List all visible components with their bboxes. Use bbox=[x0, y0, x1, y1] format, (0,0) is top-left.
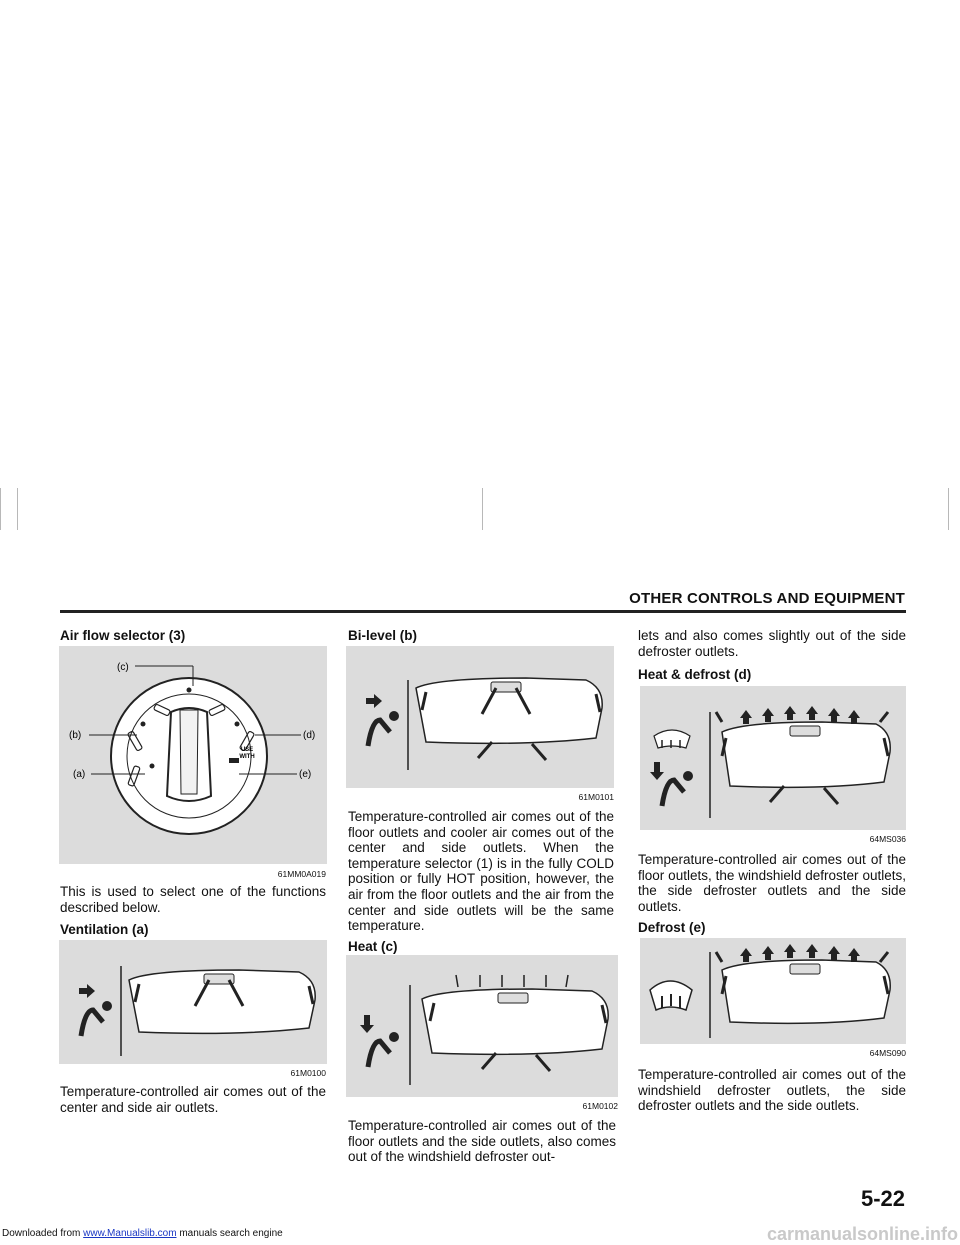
heat-defrost-description: Temperature-controlled air comes out of the floor outlets, the windshield defroster outlets, the side defroster outlets and the side outlets. bbox=[638, 852, 906, 914]
section-rule bbox=[60, 610, 906, 613]
ventilation-dashboard-diagram bbox=[59, 940, 327, 1064]
download-header bbox=[2, 1228, 283, 1239]
air-flow-heading: Air flow selector (3) bbox=[60, 628, 186, 643]
manualslib-link[interactable]: www.Manualslib.com bbox=[83, 1228, 177, 1239]
heat-dashboard-diagram bbox=[346, 955, 618, 1097]
heat-defrost-heading: Heat & defrost (d) bbox=[638, 667, 752, 682]
heat-figure-code: 61M0102 bbox=[582, 1101, 618, 1111]
heat-defrost-figure bbox=[640, 686, 906, 830]
defrost-figure-code: 64MS090 bbox=[869, 1048, 906, 1058]
ventilation-figure bbox=[59, 940, 327, 1064]
ventilation-heading: Ventilation (a) bbox=[60, 922, 149, 937]
label-c: (c) bbox=[117, 662, 129, 673]
label-b: (b) bbox=[69, 730, 82, 741]
defrost-dashboard-diagram bbox=[640, 938, 906, 1044]
defrost-heading: Defrost (e) bbox=[638, 920, 706, 935]
label-d: (d) bbox=[303, 730, 316, 741]
heat-defrost-figure-code: 64MS036 bbox=[869, 834, 906, 844]
ventilation-figure-code: 61M0100 bbox=[290, 1068, 326, 1078]
bilevel-figure bbox=[346, 646, 614, 788]
air-flow-selector-figure bbox=[59, 646, 327, 864]
crop-line-left bbox=[0, 488, 1, 530]
bilevel-figure-code: 61M0101 bbox=[578, 792, 614, 802]
bilevel-heading: Bi-level (b) bbox=[348, 628, 418, 643]
defrost-figure bbox=[640, 938, 906, 1044]
download-prefix: Downloaded from bbox=[2, 1228, 81, 1239]
ventilation-description: Temperature-controlled air comes out of the center and side air outlets. bbox=[60, 1084, 326, 1115]
air-flow-description: This is used to select one of the functions described below. bbox=[60, 884, 326, 915]
bilevel-dashboard-diagram bbox=[346, 646, 614, 788]
bilevel-description: Temperature-controlled air comes out of the floor outlets and cooler air comes out of the center and side outlets. When the temperature selector (1) is in the fully COLD position or fully HOT position, however, the air from the floor outlets and the air from the center and side outlets will be the same temperature. bbox=[348, 809, 614, 934]
heat-defrost-dashboard-diagram bbox=[640, 686, 906, 830]
defrost-description: Temperature-controlled air comes out of the windshield defroster outlets, the side defroster outlets and the side outlets. bbox=[638, 1067, 906, 1114]
figure-code: 61MM0A019 bbox=[277, 869, 326, 879]
crop-line-left-inner bbox=[17, 488, 18, 530]
heat-description-continued: lets and also comes slightly out of the side defroster outlets. bbox=[638, 628, 906, 659]
section-title: OTHER CONTROLS AND EQUIPMENT bbox=[629, 590, 905, 607]
label-a: (a) bbox=[73, 769, 86, 780]
download-suffix: manuals search engine bbox=[179, 1228, 283, 1239]
heat-figure bbox=[346, 955, 618, 1097]
crop-line-right bbox=[948, 488, 949, 530]
use-label: USE bbox=[240, 747, 254, 753]
watermark: carmanualsonline.info bbox=[766, 1224, 958, 1244]
knob-diagram bbox=[59, 646, 327, 864]
label-e: (e) bbox=[299, 769, 312, 780]
heat-heading: Heat (c) bbox=[348, 939, 398, 954]
heat-description: Temperature-controlled air comes out of the floor outlets and the side outlets, also comes out of the windshield defroster out- bbox=[348, 1118, 616, 1165]
with-label: WITH bbox=[239, 754, 255, 760]
crop-line-center bbox=[482, 488, 483, 530]
page-number: 5-22 bbox=[860, 1186, 905, 1211]
